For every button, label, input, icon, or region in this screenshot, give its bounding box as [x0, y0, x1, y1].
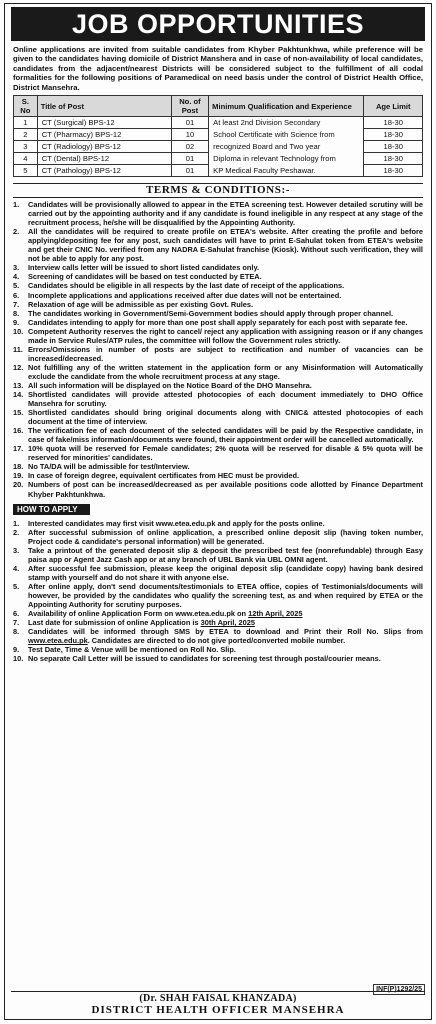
item-number: 2. — [13, 227, 20, 237]
item-text: Take a printout of the generated deposit slip & deposit the prescribed test fee (nonrefundable) through Easy paisa app or Agent Jazz Cash app or at any branch of UBL Bank via UBL OMNI agent. — [28, 545, 423, 564]
item-text: Interview calls letter will be issued to short listed candidates only. — [28, 263, 260, 273]
cell-qualification: Diploma in relevant Technology from — [209, 153, 364, 165]
cell-qualification: recognized Board and Two year — [209, 141, 364, 153]
page-title: JOB OPPORTUNITIES — [11, 7, 425, 41]
terms-heading: TERMS & CONDITIONS:- — [13, 183, 423, 198]
item-text: Candidates should be eligible in all respects by the last date of receipt of the applications. — [28, 281, 345, 291]
item-text: Availability of online Application Form on www.etea.edu.pk on — [28, 609, 249, 619]
item-text: The candidates working in Government/Semi-Government bodies should apply through proper channel. — [28, 308, 394, 318]
cell-sno: 4 — [14, 153, 38, 165]
item-number: 6. — [13, 290, 20, 300]
cell-title: CT (Pathology) BPS-12 — [37, 165, 171, 177]
list-item — [13, 309, 423, 318]
item-text: Incomplete applications and applications received after due dates will not be entertained. — [28, 290, 342, 300]
item-number: 7. — [13, 618, 20, 628]
list-item — [13, 618, 423, 627]
list-item — [13, 345, 423, 363]
item-text: Last date for submission of online Application is — [28, 618, 201, 628]
list-item — [13, 200, 423, 227]
how-to-apply-heading: HOW TO APPLY — [13, 504, 90, 515]
item-number: 11. — [13, 344, 23, 354]
item-text: Candidates intending to apply for more than one post shall apply separately for each post with separate fee. — [28, 317, 408, 327]
item-text: Numbers of post can be increased/decreased as per available positions code allotted by Finance Department Khyber Pakhtunkhwa. — [28, 480, 423, 499]
item-number: 10. — [13, 654, 24, 664]
item-number: 4. — [13, 272, 20, 282]
item-text: Shortlisted candidates will provide attested photocopies of each document immediately to DHO Office Mansehra for scrutiny. — [28, 390, 423, 409]
cell-age: 18-30 — [364, 141, 423, 153]
list-item — [13, 408, 423, 426]
item-number: 19. — [13, 471, 24, 481]
item-number: 9. — [13, 317, 20, 327]
header-sno: S. No — [14, 96, 38, 117]
item-text: Errors/Omissions in number of posts are subject to rectification and number of vacancies can be increased/decreased. — [28, 344, 423, 363]
cell-posts: 01 — [171, 153, 208, 165]
item-text: 10% quota will be reserved for Female candidates; 2% quota will be reserved for disable & 5% quota will be reserved for minorities' candidates. — [28, 444, 423, 463]
item-text: Relaxation of age will be admissible as per existing Govt. Rules. — [28, 299, 254, 309]
last-date: 30th April, 2025 — [200, 618, 255, 628]
cell-sno: 3 — [14, 141, 38, 153]
item-text: No TA/DA will be admissible for test/Interview. — [28, 462, 190, 472]
item-number: 8. — [13, 308, 20, 318]
availability-date: 12th April, 2025 — [248, 609, 303, 619]
list-item — [13, 390, 423, 408]
table-header-row — [14, 96, 423, 117]
table-row — [14, 129, 423, 141]
header-posts: No. of Post — [171, 96, 208, 117]
table-row — [14, 153, 423, 165]
item-text: After successful fee submission, please keep the original deposit slip (candidate copy) having bank desired stamp with yourself and do not share it with anyone else. — [28, 563, 423, 582]
list-item — [13, 272, 423, 281]
cell-sno: 2 — [14, 129, 38, 141]
item-number: 17. — [13, 444, 24, 454]
list-item — [13, 426, 423, 444]
list-item — [13, 480, 423, 498]
item-number: 15. — [13, 408, 24, 418]
item-text: In case of foreign degree, equivalent certificates from HEC must be provided. — [28, 471, 300, 481]
item-text: Competent Authority reserves the right to cancel/ reject any application with assigning reason or if any changes made in Service Rules/ATP rules, the committee will follow the Government rules strictly. — [28, 326, 423, 345]
list-item — [13, 381, 423, 390]
list-item — [13, 291, 423, 300]
list-item — [13, 327, 423, 345]
cell-age: 18-30 — [364, 117, 423, 129]
officer-name: (Dr. SHAH FAISAL KHANZADA) — [139, 993, 297, 1004]
intro-paragraph: Online applications are invited from suitable candidates from Khyber Pakhtunkhwa, while preference will be given to the candidates having domicile of District Manshera and in case of non-availability of local candidates, candidates from the adjacent/nearest Districts will be considered subject to the fulfillment of all codal formalities for the following positions of Paramedical on need basis under the control of District Health Office, District Mansehra. — [13, 45, 423, 92]
list-item — [13, 318, 423, 327]
list-item — [13, 627, 423, 645]
list-item — [13, 582, 423, 609]
list-item — [13, 227, 423, 263]
item-number: 5. — [13, 581, 20, 591]
advertisement-page — [4, 3, 432, 1020]
item-number: 5. — [13, 281, 20, 291]
item-text: No separate Call Letter will be issued to candidates for screening test through postal/courier means. — [28, 654, 381, 664]
how-to-apply-list — [13, 519, 423, 664]
item-number: 16. — [13, 426, 24, 436]
item-number: 1. — [13, 518, 20, 528]
table-row — [14, 165, 423, 177]
list-item — [13, 363, 423, 381]
item-number: 10. — [13, 326, 24, 336]
cell-title: CT (Radiology) BPS-12 — [37, 141, 171, 153]
header-title: Title of Post — [37, 96, 171, 117]
item-text: Interested candidates may first visit www.etea.edu.pk and apply for the posts online. — [28, 518, 325, 528]
item-number: 14. — [13, 390, 24, 400]
item-number: 7. — [13, 299, 20, 309]
etea-link[interactable]: www.etea.edu.pk — [28, 636, 88, 646]
cell-qualification: KP Medical Faculty Peshawar. — [209, 165, 364, 177]
item-number: 4. — [13, 563, 20, 573]
item-text: Shortlisted candidates should bring original documents along with CNIC& attested photocopies of each document at the time of interview. — [28, 408, 423, 427]
cell-title: CT (Dental) BPS-12 — [37, 153, 171, 165]
cell-posts: 01 — [171, 117, 208, 129]
item-text: Test Date, Time & Venue will be mentioned on Roll No. Slip. — [28, 645, 236, 655]
item-number: 1. — [13, 200, 20, 210]
item-text: After online apply, don't send documents/testimonials to ETEA office, copies of Testimonials/documents will however, be provided by the candidates who qualify the screening test, as and when required by ETEA or the Appointing Authority for scrutiny purposes. — [28, 581, 423, 609]
cell-age: 18-30 — [364, 129, 423, 141]
item-number: 3. — [13, 263, 20, 273]
item-number: 3. — [13, 545, 20, 555]
list-item — [13, 609, 423, 618]
item-number: 20. — [13, 480, 24, 490]
item-text: Candidates will be informed through SMS by ETEA to download and Print their Roll No. Slips from — [28, 627, 423, 637]
item-number: 2. — [13, 527, 20, 537]
list-item — [13, 300, 423, 309]
cell-sno: 1 — [14, 117, 38, 129]
posts-table — [13, 95, 423, 177]
item-text: All the candidates will be required to create profile on ETEA's website. After creating the profile and before applying/depositing fee for any post, such candidates will have to print E-Sahulat token from ETEA's website and get their CNIC No. verified from any NADRA E-Sahulat franchise (Kiosk). Without such verification, they will not be able to apply for any post. — [28, 227, 423, 264]
table-row — [14, 141, 423, 153]
cell-title: CT (Pharmacy) BPS-12 — [37, 129, 171, 141]
cell-posts: 10 — [171, 129, 208, 141]
list-item — [13, 519, 423, 528]
reference-number: INF(P)1292/25 — [373, 984, 425, 995]
item-number: 8. — [13, 627, 20, 637]
cell-age: 18-30 — [364, 165, 423, 177]
item-text: . Candidates are directed to do not give ported/converted mobile number. — [87, 636, 346, 646]
list-item — [13, 654, 423, 663]
item-text: Screening of candidates will be based on test conducted by ETEA. — [28, 272, 262, 282]
cell-age: 18-30 — [364, 153, 423, 165]
item-number: 13. — [13, 380, 24, 390]
table-row — [14, 117, 423, 129]
cell-qualification: At least 2nd Division Secondary — [209, 117, 364, 129]
item-text: The verification fee of each document of the selected candidates will be paid by the Respective candidate, in case of fake/miss information/documents were found, their appointment order will be cancelled automatically. — [28, 426, 423, 445]
list-item — [13, 546, 423, 564]
cell-posts: 02 — [171, 141, 208, 153]
header-age: Age Limit — [364, 96, 423, 117]
signature-block — [11, 991, 425, 1016]
cell-sno: 5 — [14, 165, 38, 177]
item-text: After successful submission of online application, a prescribed online deposit slip (having token number, Project code & candidate's personal information) will be generated. — [28, 527, 423, 546]
list-item — [13, 471, 423, 480]
cell-posts: 01 — [171, 165, 208, 177]
item-number: 9. — [13, 645, 20, 655]
header-qualification: Minimum Qualification and Experience — [209, 96, 364, 117]
list-item — [13, 564, 423, 582]
officer-designation: DISTRICT HEALTH OFFICER MANSEHRA — [91, 1004, 345, 1016]
cell-qualification: School Certificate with Science from — [209, 129, 364, 141]
list-item — [13, 528, 423, 546]
list-item — [13, 444, 423, 462]
item-number: 12. — [13, 362, 24, 372]
list-item — [13, 462, 423, 471]
list-item — [13, 281, 423, 290]
item-text: Not fulfilling any of the written statement in the application form or any Misinformation will Automatically exclude the candidate from the whole recruitment process at any stage. — [28, 362, 423, 381]
item-number: 6. — [13, 609, 20, 619]
item-text: Candidates will be provisionally allowed to appear in the ETEA screening test. However detailed scrutiny will be carried out by the appointing authority and if any candidate is found ineligible in any respect at any stage of the recruitment process, he/she will be disqualified by the Appointing Authority. — [28, 200, 423, 228]
item-number: 18. — [13, 462, 24, 472]
list-item — [13, 645, 423, 654]
item-text: All such information will be displayed on the Notice Board of the DHO Mansehra. — [28, 380, 312, 390]
terms-list — [13, 200, 423, 499]
list-item — [13, 263, 423, 272]
cell-title: CT (Surgical) BPS-12 — [37, 117, 171, 129]
